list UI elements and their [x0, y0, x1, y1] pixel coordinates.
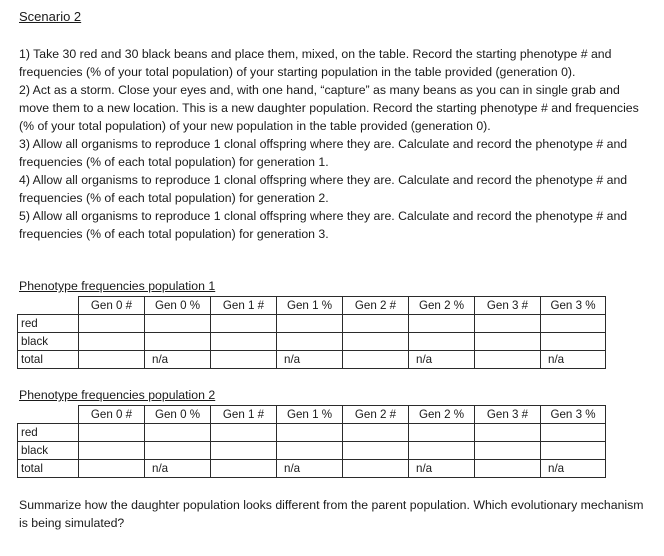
- column-header: Gen 2 #: [343, 406, 409, 424]
- table-cell-empty: [475, 442, 541, 460]
- header-row: [18, 406, 606, 424]
- table-cell-empty: [145, 442, 211, 460]
- table-cell-na: n/a: [277, 351, 343, 369]
- table-cell-na: n/a: [409, 460, 475, 478]
- table-cell-empty: [79, 424, 145, 442]
- table-cell-empty: [343, 315, 409, 333]
- summary-question: Summarize how the daughter population looks different from the parent population. Which evolutionary mechanism is being simulated?: [19, 498, 644, 530]
- column-header: Gen 2 %: [409, 297, 475, 315]
- table-cell-empty: [343, 442, 409, 460]
- table-cell-empty: [277, 315, 343, 333]
- table-row: [18, 460, 606, 478]
- table-cell-empty: [79, 351, 145, 369]
- column-header: Gen 3 #: [475, 406, 541, 424]
- table-cell-empty: [145, 333, 211, 351]
- table-cell-empty: [541, 333, 606, 351]
- table-cell-empty: [343, 351, 409, 369]
- table-cell-na: n/a: [145, 460, 211, 478]
- table-row: [18, 351, 606, 369]
- instruction-steps: [19, 45, 649, 243]
- row-label: red: [18, 315, 79, 333]
- table-cell-empty: [541, 424, 606, 442]
- table-cell-empty: [409, 315, 475, 333]
- table-cell-empty: [277, 442, 343, 460]
- document-title: Scenario 2: [19, 9, 82, 24]
- table-cell-empty: [79, 333, 145, 351]
- table-cell-empty: [211, 424, 277, 442]
- step-3: 3) Allow all organisms to reproduce 1 clonal offspring where they are. Calculate and record the phenotype # and frequencies (% of each total population) for generation 1.: [19, 137, 628, 169]
- column-header: Gen 3 %: [541, 406, 606, 424]
- table-cell-empty: [79, 460, 145, 478]
- column-header: Gen 1 #: [211, 406, 277, 424]
- table-cell-empty: [409, 333, 475, 351]
- table-cell-empty: [79, 442, 145, 460]
- step-5: 5) Allow all organisms to reproduce 1 clonal offspring where they are. Calculate and record the phenotype # and frequencies (% of each total population) for generation 3.: [19, 209, 628, 241]
- table-cell-empty: [145, 424, 211, 442]
- column-header: Gen 2 %: [409, 406, 475, 424]
- column-header: Gen 2 #: [343, 297, 409, 315]
- table-cell-na: n/a: [541, 351, 606, 369]
- phenotype-table-population-1: [17, 296, 606, 369]
- column-header: Gen 0 %: [145, 406, 211, 424]
- column-header: Gen 0 #: [79, 406, 145, 424]
- table-row: [18, 442, 606, 460]
- table-cell-empty: [211, 442, 277, 460]
- table-cell-empty: [211, 333, 277, 351]
- header-row: [18, 297, 606, 315]
- row-label: total: [18, 460, 79, 478]
- column-header: Gen 1 %: [277, 406, 343, 424]
- column-header: Gen 1 #: [211, 297, 277, 315]
- table-cell-empty: [475, 460, 541, 478]
- header-corner-cell: [18, 297, 79, 315]
- table-row: [18, 315, 606, 333]
- row-label: black: [18, 442, 79, 460]
- phenotype-table-population-2: [17, 405, 606, 478]
- table-cell-na: n/a: [409, 351, 475, 369]
- table-1-caption: Phenotype frequencies population 1: [19, 279, 216, 293]
- table-cell-empty: [475, 351, 541, 369]
- column-header: Gen 1 %: [277, 297, 343, 315]
- table-row: [18, 424, 606, 442]
- header-corner-cell: [18, 406, 79, 424]
- table-cell-empty: [277, 424, 343, 442]
- table-cell-empty: [211, 351, 277, 369]
- table-cell-na: n/a: [541, 460, 606, 478]
- column-header: Gen 3 %: [541, 297, 606, 315]
- row-label: red: [18, 424, 79, 442]
- table-cell-empty: [79, 315, 145, 333]
- table-cell-empty: [211, 460, 277, 478]
- table-cell-empty: [145, 315, 211, 333]
- column-header: Gen 3 #: [475, 297, 541, 315]
- table-cell-empty: [475, 315, 541, 333]
- table-cell-na: n/a: [277, 460, 343, 478]
- table-cell-empty: [211, 315, 277, 333]
- table-cell-empty: [475, 333, 541, 351]
- table-cell-empty: [541, 315, 606, 333]
- row-label: black: [18, 333, 79, 351]
- table-cell-empty: [409, 424, 475, 442]
- table-row: [18, 333, 606, 351]
- step-4: 4) Allow all organisms to reproduce 1 clonal offspring where they are. Calculate and record the phenotype # and frequencies (% of each total population) for generation 2.: [19, 173, 628, 205]
- table-cell-empty: [475, 424, 541, 442]
- table-cell-empty: [343, 333, 409, 351]
- table-2-caption: Phenotype frequencies population 2: [19, 388, 216, 402]
- column-header: Gen 0 #: [79, 297, 145, 315]
- table-cell-empty: [277, 333, 343, 351]
- table-cell-empty: [541, 442, 606, 460]
- table-cell-na: n/a: [145, 351, 211, 369]
- step-1: 1) Take 30 red and 30 black beans and place them, mixed, on the table. Record the starting phenotype # and frequencies (% of your total population) of your starting population in the table provided (generation 0).: [19, 47, 612, 79]
- table-cell-empty: [343, 460, 409, 478]
- table-cell-empty: [343, 424, 409, 442]
- step-2: 2) Act as a storm. Close your eyes and, with one hand, “capture” as many beans as you can in single grab and move them to a new location. This is a new daughter population. Record the starting phenotype # and frequencies (% of your total population) of your new population in the table provided (generation 0).: [19, 83, 639, 133]
- row-label: total: [18, 351, 79, 369]
- column-header: Gen 0 %: [145, 297, 211, 315]
- table-cell-empty: [409, 442, 475, 460]
